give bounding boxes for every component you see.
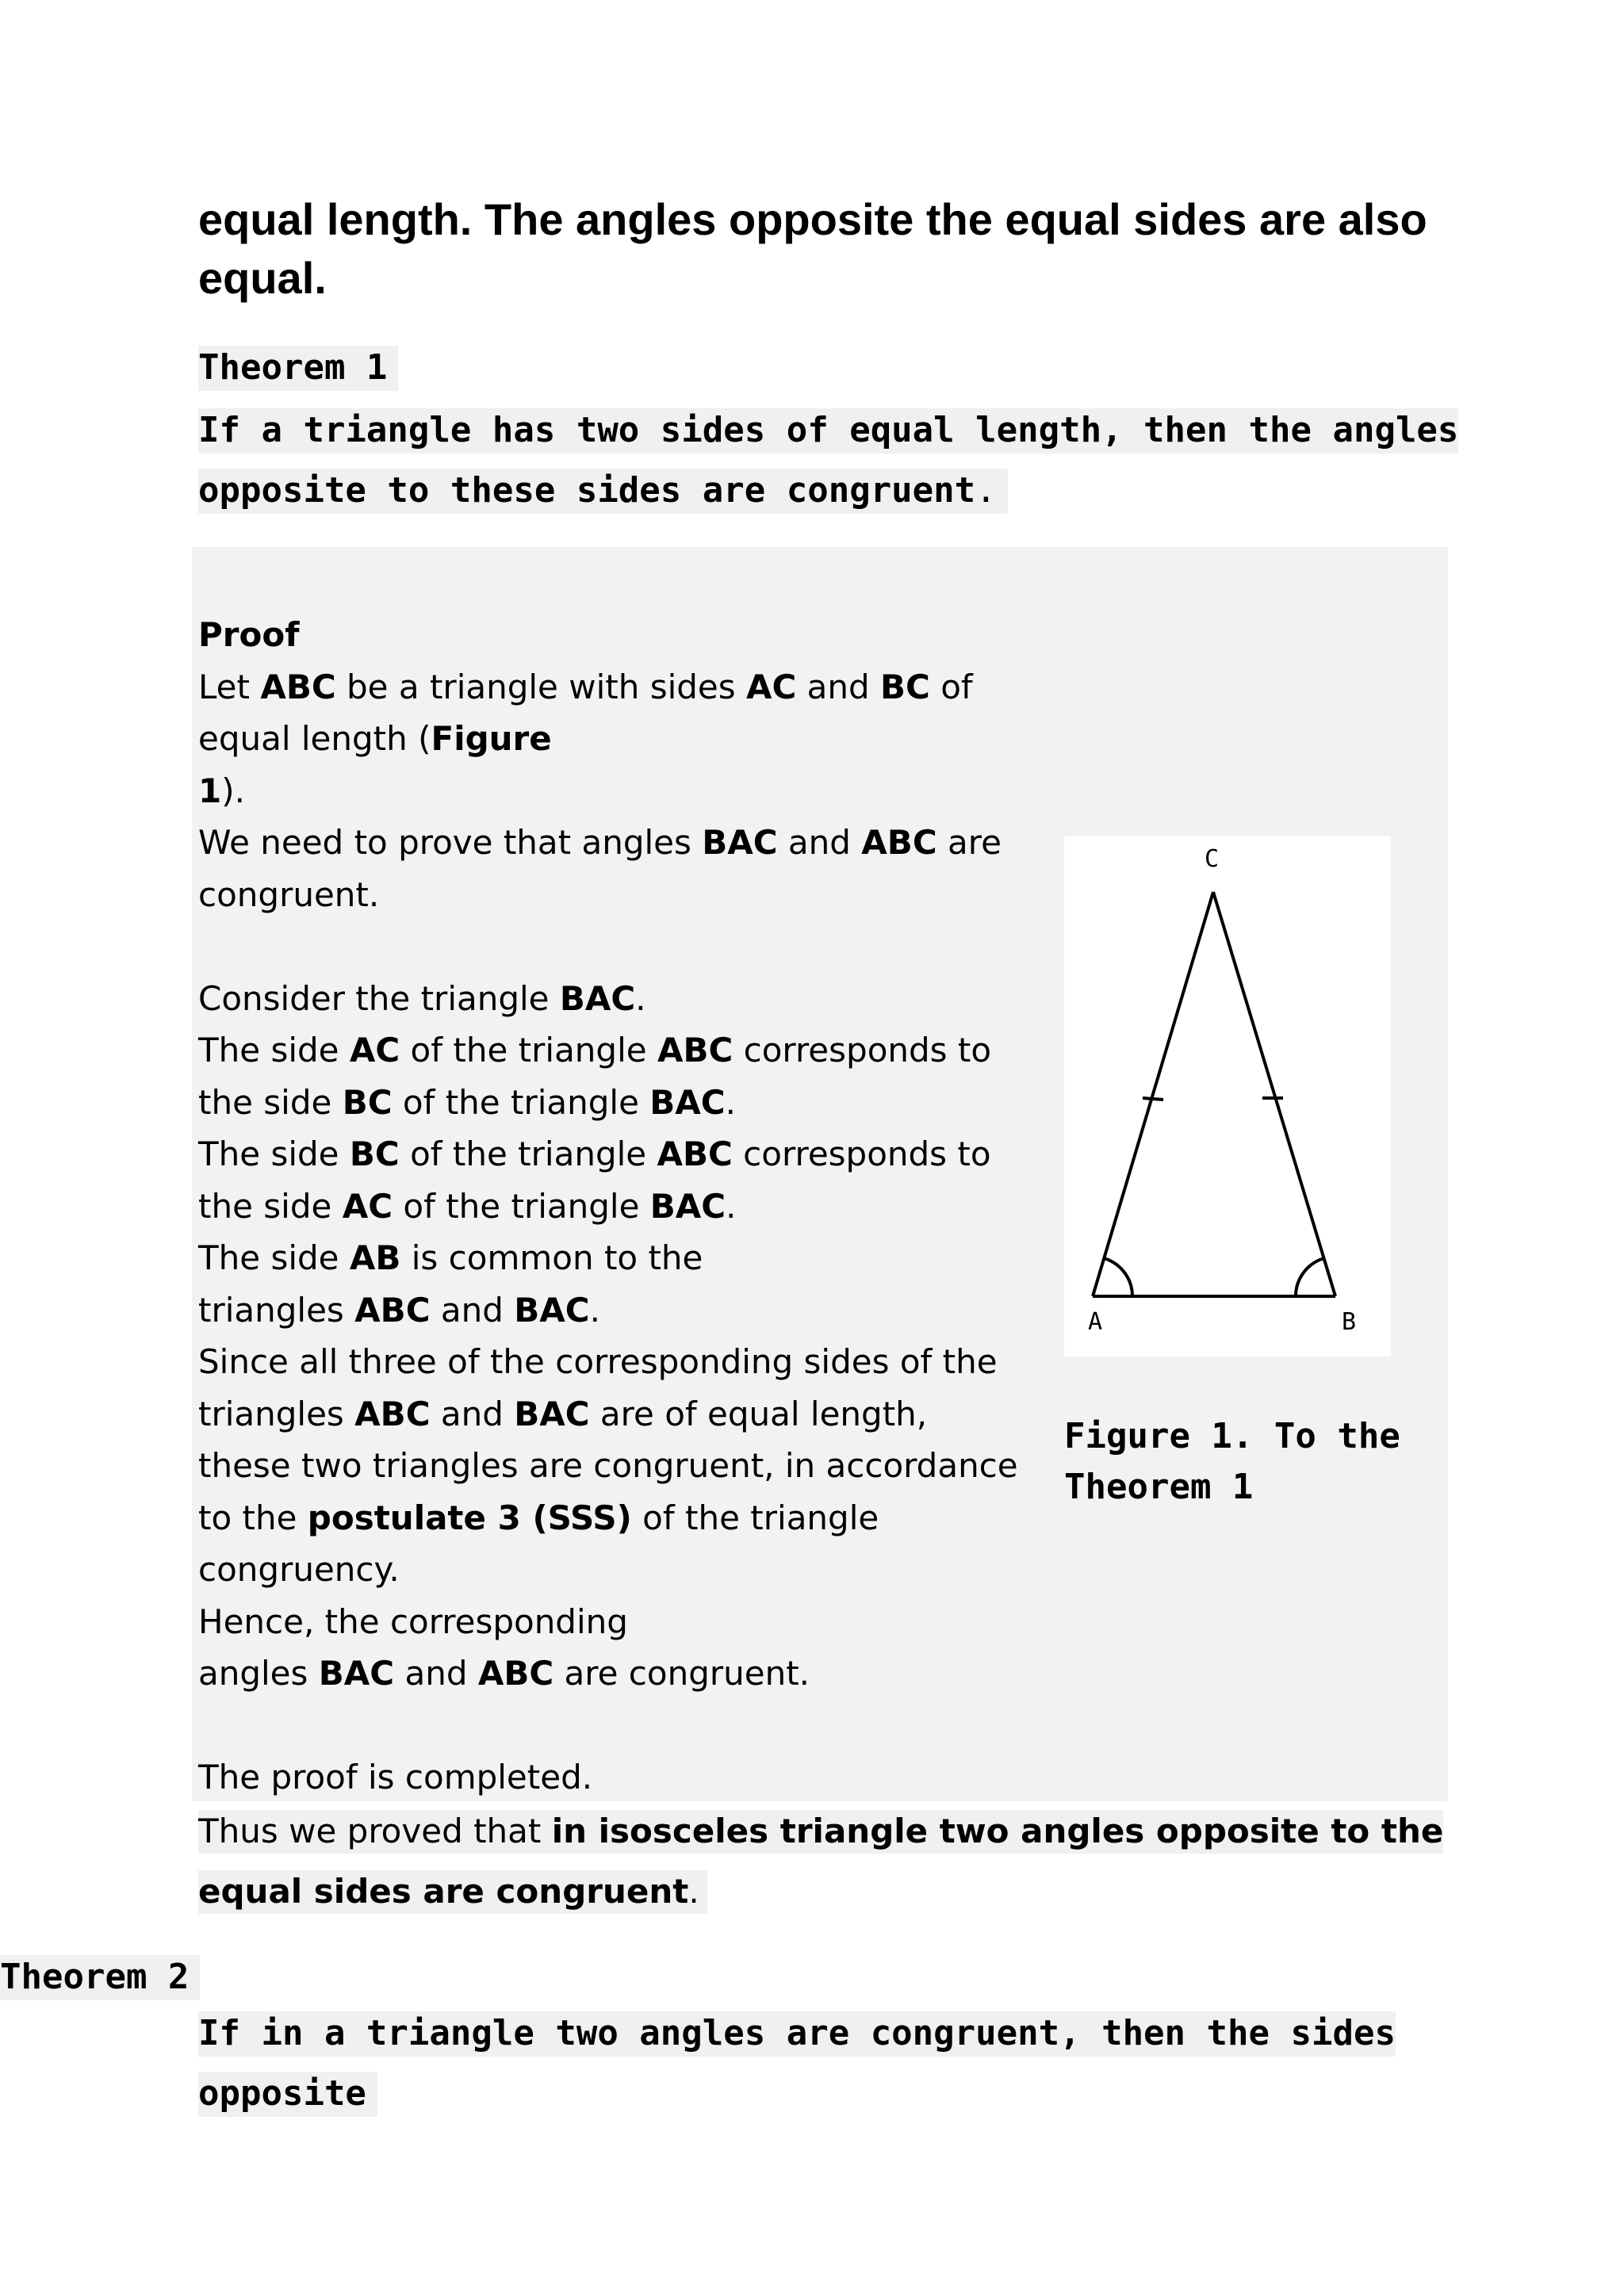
- proof-term: Figure: [431, 719, 552, 758]
- proof-term: ABC: [354, 1290, 431, 1330]
- proof-term: BC: [880, 667, 930, 706]
- proof-text-run: triangles: [198, 1394, 355, 1433]
- proof-term: AC: [342, 1186, 393, 1226]
- proof-text-run: and: [430, 1394, 515, 1433]
- proof-term: AB: [349, 1238, 401, 1277]
- proof-text-run: of the triangle: [399, 1135, 657, 1173]
- proof-term: ABC: [657, 1135, 733, 1173]
- vertex-label-a: A: [1088, 1308, 1103, 1336]
- proof-text-run: The proof is completed.: [198, 1758, 593, 1797]
- proof-term: AC: [745, 667, 797, 706]
- proof-text-run: triangles: [198, 1290, 355, 1330]
- proof-text-run: The side: [198, 1135, 350, 1173]
- proof-term: 1: [198, 771, 222, 810]
- proof-heading: Proof: [198, 615, 300, 654]
- proof-text-run: Consider the triangle: [198, 978, 560, 1018]
- proof-text-run: corresponds to: [732, 1135, 991, 1173]
- proof-text-run: ).: [221, 771, 245, 810]
- proof-text-run: is common to the: [400, 1238, 703, 1277]
- proof-text-run: to the: [198, 1498, 308, 1537]
- proof-text-run: the side: [198, 1186, 343, 1226]
- proof-text-run: of the triangle: [631, 1498, 879, 1537]
- vertex-label-c: C: [1205, 845, 1220, 873]
- angle-arc-a: [1104, 1258, 1132, 1296]
- proof-term: ABC: [477, 1654, 554, 1693]
- proof-text-run: The side: [198, 1238, 350, 1277]
- proof-term: BAC: [649, 1082, 726, 1122]
- proof-term: BC: [349, 1135, 400, 1173]
- proof-text-run: congruent.: [198, 874, 380, 914]
- proof-text-run: and: [796, 667, 881, 706]
- proof-text-run: Since all three of the corresponding sides of the: [198, 1342, 998, 1381]
- proof-text-run: .: [725, 1082, 736, 1122]
- proof-term: BC: [342, 1082, 393, 1122]
- proof-content: [198, 661, 1063, 1804]
- proof-term: BAC: [559, 978, 636, 1018]
- proof-text-run: .: [589, 1290, 600, 1330]
- proof-text-run: angles: [198, 1654, 319, 1693]
- proof-text-run: equal length (: [198, 719, 431, 758]
- proof-text-run: congruency.: [198, 1550, 400, 1589]
- proof-text-run: corresponds to: [733, 1031, 992, 1070]
- proof-text-run: are congruent.: [553, 1654, 810, 1693]
- proof-term: postulate 3 (SSS): [307, 1498, 632, 1537]
- angle-arc-b: [1296, 1258, 1324, 1296]
- proof-term: BAC: [514, 1290, 590, 1330]
- theorem-1-statement: If a triangle has two sides of equal length, then the angles opposite to these sides are congruent.: [198, 400, 1483, 521]
- proof-term: ABC: [861, 823, 937, 862]
- vertex-label-b: B: [1342, 1308, 1357, 1336]
- proof-text-run: The side: [198, 1031, 350, 1070]
- proof-term: BAC: [702, 823, 778, 862]
- proof-text-run: these two triangles are congruent, in accordance: [198, 1446, 1018, 1485]
- proof-term: AC: [349, 1031, 400, 1070]
- proof-text-run: and: [430, 1290, 515, 1330]
- proof-term: ABC: [354, 1394, 431, 1433]
- proof-term: BAC: [514, 1394, 590, 1433]
- proof-text-run: Let: [198, 667, 261, 706]
- intro-text: equal length. The angles opposite the equal sides are also equal.: [198, 194, 1427, 303]
- proof-text-run: of the triangle: [400, 1031, 657, 1070]
- proof-text-run: Hence, the corresponding: [198, 1601, 628, 1641]
- proof-term: BAC: [318, 1654, 395, 1693]
- proof-text-run: of: [929, 667, 973, 706]
- proof-text-run: are: [936, 823, 1002, 862]
- proof-text-run: are of equal length,: [589, 1394, 928, 1433]
- proof-text-run: the side: [198, 1082, 343, 1122]
- proof-text-run: and: [394, 1654, 478, 1693]
- theorem-2-label: Theorem 2: [0, 1957, 200, 1997]
- theorem-2-statement: If in a triangle two angles are congruent, then the sides opposite: [198, 2003, 1483, 2124]
- proof-term: BAC: [649, 1186, 726, 1226]
- proof-text-run: .: [726, 1186, 737, 1226]
- tick-mark-ac: [1143, 1098, 1163, 1100]
- proof-text-run: be a triangle with sides: [335, 667, 746, 706]
- figure-1-caption: Figure 1. To the Theorem 1: [1064, 1416, 1400, 1507]
- theorem-1-label: Theorem 1: [198, 347, 398, 388]
- proof-text-run: of the triangle: [392, 1082, 650, 1122]
- side-ac: [1093, 892, 1213, 1296]
- figure-1-image: [1064, 836, 1391, 1357]
- proof-body: [198, 609, 1063, 1804]
- proof-text-run: We need to prove that angles: [198, 823, 703, 862]
- side-bc: [1213, 892, 1335, 1296]
- proof-text-run: of the triangle: [393, 1186, 650, 1226]
- proof-text-run: .: [635, 978, 646, 1018]
- proof-term: ABC: [657, 1031, 733, 1070]
- proof-text-run: and: [777, 823, 862, 862]
- proof-conclusion: Thus we proved that in isosceles triangle two angles opposite to the equal sides are congruent.: [198, 1801, 1467, 1922]
- proof-term: ABC: [260, 667, 336, 706]
